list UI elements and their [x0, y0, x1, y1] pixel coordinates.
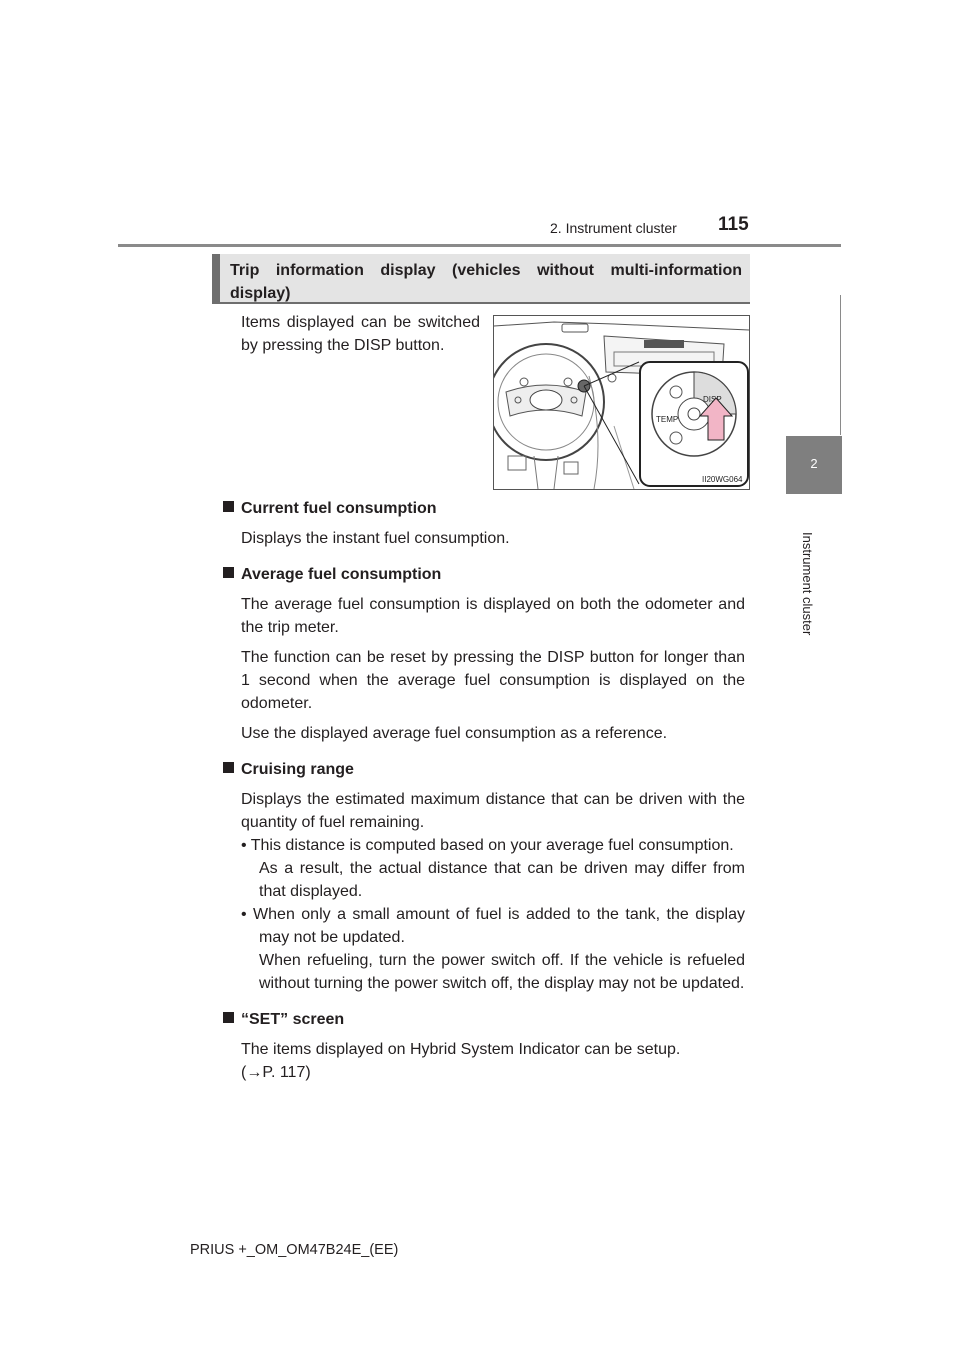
item-heading: Cruising range [223, 758, 745, 781]
chapter-tab-number: 2 [810, 456, 818, 471]
square-bullet-icon [223, 1012, 234, 1023]
box-title-text: Trip information display (vehicles without multi-information display) [230, 262, 742, 302]
figure-code: II20WG064 [702, 475, 743, 484]
item-heading: Average fuel consumption [223, 563, 745, 586]
chapter-tab-label: Instrument cluster [800, 532, 815, 636]
item-paragraph: The function can be reset by pressing the DISP button for longer than 1 second when the average fuel consumption is displayed on the odometer. [241, 649, 745, 712]
item-paragraph: Displays the instant fuel consumption. [241, 530, 510, 547]
item-cruising [223, 758, 745, 995]
temp-label: TEMP [656, 415, 679, 424]
footer-code: PRIUS +_OM_OM47B24E_(EE) [190, 1242, 399, 1258]
item-set-screen [223, 1008, 745, 1084]
section-title: 2. Instrument cluster [550, 220, 677, 236]
header-rule [118, 244, 841, 247]
page-reference-link[interactable]: (→P. 117) [241, 1064, 311, 1081]
figure-illustration [493, 315, 750, 490]
intro-text: Items displayed can be switched by pressing the DISP button. [241, 314, 480, 354]
bullet-continuation: When refueling, turn the power switch off. If the vehicle is refueled without turning the power switch off, the display may not be updated. [259, 952, 745, 992]
page-number: 115 [718, 214, 749, 235]
bullet-continuation: As a result, the actual distance that can be driven may differ from that displayed. [259, 860, 745, 900]
square-bullet-icon [223, 501, 234, 512]
disp-label: DISP [703, 395, 722, 404]
bullet-item: • When only a small amount of fuel is added to the tank, the display may not be updated. [241, 906, 745, 946]
side-rule [840, 295, 841, 435]
chapter-tab[interactable] [786, 436, 842, 494]
item-paragraph: Displays the estimated maximum distance that can be driven with the quantity of fuel remaining. [241, 791, 745, 831]
item-paragraph: Use the displayed average fuel consumption as a reference. [241, 725, 668, 742]
box-title [212, 254, 750, 304]
item-paragraph: The items displayed on Hybrid System Indicator can be setup. [241, 1041, 681, 1058]
item-current [223, 497, 745, 550]
item-heading: “SET” screen [223, 1008, 745, 1031]
item-heading: Current fuel consumption [223, 497, 745, 520]
item-average [223, 563, 745, 745]
bullet-item: • This distance is computed based on your average fuel consumption. [241, 837, 734, 854]
dashboard-illustration [494, 316, 749, 489]
content [223, 493, 745, 1097]
item-paragraph: The average fuel consumption is displayed on both the odometer and the trip meter. [241, 596, 745, 636]
square-bullet-icon [223, 762, 234, 773]
square-bullet-icon [223, 567, 234, 578]
